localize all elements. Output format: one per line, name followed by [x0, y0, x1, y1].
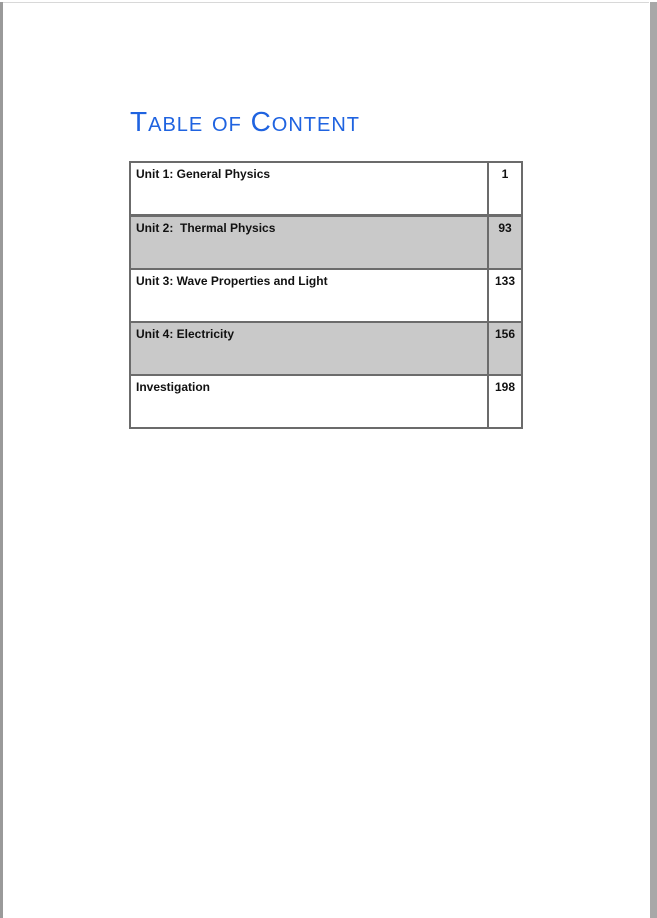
toc-row [130, 162, 522, 216]
toc-entry-label: Unit 3: Wave Properties and Light [130, 269, 488, 322]
page-left-edge [0, 2, 3, 918]
table-of-contents [129, 161, 523, 429]
toc-row [130, 322, 522, 375]
toc-entry-page: 93 [488, 216, 522, 270]
page-right-edge [650, 2, 657, 918]
toc-entry-page: 156 [488, 322, 522, 375]
toc-entry-label: Unit 2: Thermal Physics [130, 216, 488, 270]
toc-entry-label: Investigation [130, 375, 488, 428]
toc-entry-label: Unit 1: General Physics [130, 162, 488, 216]
toc-entry-page: 198 [488, 375, 522, 428]
toc-row [130, 375, 522, 428]
toc-entry-label: Unit 4: Electricity [130, 322, 488, 375]
toc-entry-page: 133 [488, 269, 522, 322]
toc-row [130, 216, 522, 270]
toc-row [130, 269, 522, 322]
page-top-edge [3, 2, 649, 3]
page-title: Table of Content [130, 106, 361, 137]
toc-entry-page: 1 [488, 162, 522, 216]
